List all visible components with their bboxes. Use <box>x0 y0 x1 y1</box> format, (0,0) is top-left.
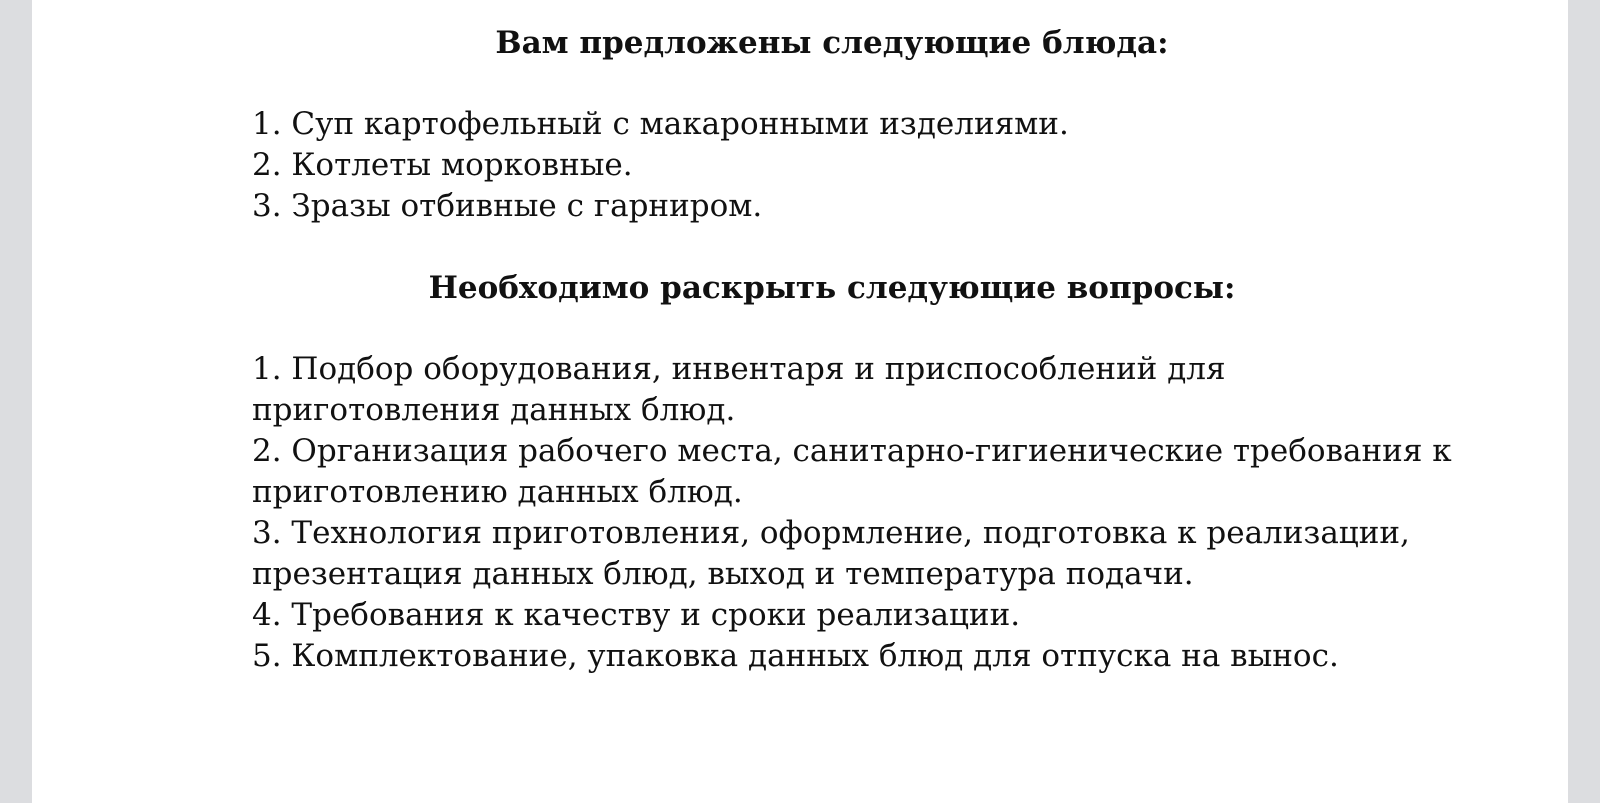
question-item: 4. Требования к качеству и сроки реализации. <box>252 597 1021 633</box>
dishes-heading: Вам предложены следующие блюда: <box>495 25 1169 61</box>
question-item: 2. Организация рабочего места, санитарно-гигиенические требования к приготовлению данных блюд. <box>252 433 1452 510</box>
spacer <box>252 309 1472 349</box>
dish-item: 3. Зразы отбивные с гарниром. <box>252 188 763 224</box>
spacer <box>252 227 1472 267</box>
question-item: 5. Комплектование, упаковка данных блюд для отпуска на вынос. <box>252 638 1339 674</box>
dish-item: 2. Котлеты морковные. <box>252 147 633 183</box>
questions-list <box>252 349 1472 677</box>
questions-heading: Необходимо раскрыть следующие вопросы: <box>428 270 1236 306</box>
dish-item: 1. Суп картофельный с макаронными изделиями. <box>252 106 1069 142</box>
spacer <box>252 64 1472 104</box>
question-item: 3. Технология приготовления, оформление, подготовка к реализации, презентация данных блюд, выход и температура подачи. <box>252 515 1410 592</box>
document-content <box>252 22 1472 677</box>
document-page <box>32 0 1568 803</box>
question-item: 1. Подбор оборудования, инвентаря и приспособлений для приготовления данных блюд. <box>252 351 1226 428</box>
dishes-list <box>252 104 1472 227</box>
